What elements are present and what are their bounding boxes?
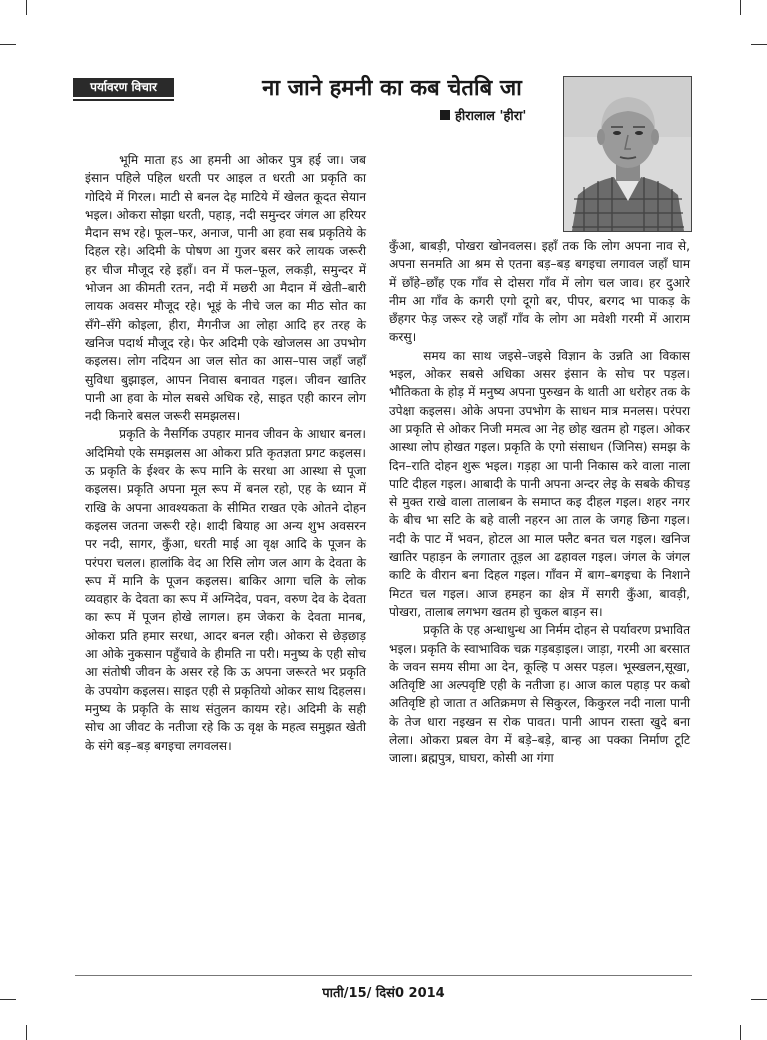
page-footer: पाती/15/ दिसं0 2014 bbox=[322, 986, 445, 1001]
crop-mark bbox=[740, 1025, 741, 1040]
paragraph: प्रकृति के नैसर्गिक उपहार मानव जीवन के आधार बनल। अदिमियो एके समझलस आ ओकरा प्रति कृतज्ञता प्रगट कइलस। ऊ प्रकृति के ईश्वर के रूप मानि के सरधा आ आस्था से पूजा कइलस। प्रकृति अपना मूल रूप में बनल रहो, एह के ध्यान में राखि के अपना आवश्यकता के सीमित राखत एके ओतने दोहन कइलस जतना जरूरी रहे। शादी बियाह आ अन्य शुभ अवसरन पर नदी, सागर, कुँआ, धरती माई आ वृक्ष आदि के पूजन के परंपरा चलल। हालांकि वेद आ रिसि लोग जल आग के देवता के रूप में मानि के पूजन कइलस। बाकिर आगा चलि के लोक व्यवहार के देवता का रूप में अग्निदेव, पवन, वरुण देव के देवता का रूप में पूजन होखे लागल। हम जेकरा के देवता मानब, ओकरा प्रति हमार सरधा, आदर बनल रही। ओकरा से छेड़छाड़ आ ओके नुकसान पहुँचावे के हीमति ना परी। मनुष्य के एही सोच आ संतोषी जीवन के असर रहे कि ऊ अपना जरूरते भर प्रकृति के उपयोग कइलस। साइत एही से प्रकृतियो ओकर साथ दिहलस। मनुष्य के प्रकृति के साथ संतुलन कायम रहे। अदिमी के सही सोच आ जीवट के नतीजा रहे कि ऊ वृक्ष के महत्व समुझत खेती के संगे बड़–बड़ बगइचा लगवलस। bbox=[85, 427, 366, 753]
bullet-square-icon bbox=[440, 110, 450, 120]
crop-mark bbox=[26, 0, 27, 15]
section-tag-underline bbox=[73, 99, 174, 101]
footer-divider bbox=[75, 975, 692, 976]
article-column-left bbox=[85, 151, 366, 755]
article-headline: ना जाने हमनी का कब चेतबि जा bbox=[262, 76, 522, 101]
crop-mark bbox=[740, 0, 741, 15]
article-column-right bbox=[389, 237, 690, 768]
author-byline bbox=[440, 106, 526, 124]
crop-mark bbox=[0, 44, 16, 45]
crop-mark bbox=[26, 1025, 27, 1040]
portrait-illustration bbox=[564, 77, 691, 231]
paragraph: कुँआ, बाबड़ी, पोखरा खोनवलस। इहाँ तक कि लोग अपना नाव से, अपना सनमति आ श्रम से एतना बड़–बड़ बगइचा लगावल जहाँ घाम में छाँहे–छाँह एक गाँव से दोसरा गाँव में लोग चल जाव। हर दुआरे नीम आ गाँव के कगरी एगो दूगो बर, पीपर, बरगद भा पाकड़ के छँहगर फेड़ जरूर रहे जहाँ गाँव के लोग आ मवेशी गरमी में आराम करसु। bbox=[389, 239, 690, 345]
paragraph: प्रकृति के एह अन्धाधुन्ध आ निर्मम दोहन से पर्यावरण प्रभावित भइल। प्रकृति के स्वाभाविक चक्र गड़बड़ाइल। जाड़ा, गरमी आ बरसात के जवन समय सीमा आ देन, कूल्हि प असर पड़ल। भूस्खलन,सूखा, अतिवृष्टि आ अल्पवृष्टि एही के नतीजा ह। आज काल पहाड़ पर कबो अतिवृष्टि हो जाता त अतिक्रमण से सिकुरल, किकुरल नदी नाला पानी के तेज धारा नइखन स रोक पावत। पानी आपन रास्ता खुदे बना लेला। ओकरा प्रबल वेग में बड़े–बड़े, बान्ह आ पक्का निर्माण टूटि जाला। ब्रह्मपुत्र, घाघरा, कोसी आ गंगा bbox=[389, 623, 691, 766]
author-name: हीरालाल 'हीरा' bbox=[455, 109, 527, 124]
section-tag: पर्यावरण विचार bbox=[73, 78, 174, 97]
paragraph: समय का साथ जइसे–जइसे विज्ञान के उन्नति आ विकास भइल, ओकर सबसे अधिका असर इंसान के सोच पर पड़ल। भौतिकता के होड़ में मनुष्य अपना पुरुखन के थाती आ धरोहर तक के उपेक्षा कइलस। ओके अपना उपभोग के साधन मात्र मनलस। परंपरा आ प्रकृति से ओकर निजी ममत्व आ नेह छोह खतम हो गइल। ओकर आस्था लोप होखत गइल। प्रकृति के एगो संसाधन (जिनिस) समझ के दिन–राति दोहन शुरू भइल। गड़हा आ पानी निकास करे वाला नाला पाटि दीहल गइल। आबादी के पानी अपना अन्दर लेइ के सबके कीचड़ से मुक्त राखे वाला तालाबन के समाप्त कइ दीहल गइल। शहर नगर के बीच भा सटि के बहे वाली नहरन आ ताल के जगह छिना गइल। नदी के पाट में भवन, होटल आ माल फ्लैट बनत चल गइल। खनिज खातिर पहाड़न के लगातार तूड़ल आ ढहावल गइल। जंगल के जंगल काटि के वीरान बना दिहल गइल। गाँवन में बाग–बगइचा के निशाने मिटत चल गइल। आज हमहन का क्षेत्र में सगरी कुँआ, बावड़ी, पोखरा, तालाब लगभग खतम हो चुकल बाड़न स। bbox=[389, 348, 690, 619]
paragraph: भूमि माता हऽ आ हमनी आ ओकर पुत्र हई जा। जब इंसान पहिले पहिल धरती पर आइल त धरती आ प्रकृति का गोदिये में गिरल। माटी से बनल देह माटिये में खेलत कूदत सेयान भइल। ओकरा सोझा धरती, पहाड़, नदी समुन्दर जंगल आ हरियर मैदान सभ रहे। फूल–फर, अनाज, पानी आ हवा सब प्रकृतिये के दिहल रहे। अदिमी के पोषण आ गुजर बसर करे लायक जरूरी हर चीज मौजूद रहे इहाँ। वन में फल–फूल, लकड़ी, समुन्दर में भोजन आ कीमती रतन, नदी में मछरी आ मैदान में खेती–बारी लायक अवसर मौजूद रहे। भूइं के नीचे जल का मीठ सोत का सँगे–सँगे कोइला, हीरा, मैगनीज आ लोहा आदि हर तरह के खनिज पदार्थ मौजूद रहे। फेर अदिमी एके खोजलस आ उपभोग कइलस। लोग नदियन आ जल सोत का आस–पास जहाँ जहाँ सुविधा बुझाइल, आपन निवास बनावत गइल। जीवन खातिर पानी आ हवा के मोल सबसे अधिक रहे, साइत एही कारन लोग नदी किनारे बसल जरूरी समझलस। bbox=[85, 153, 366, 424]
author-portrait-photo bbox=[563, 76, 692, 232]
crop-mark bbox=[751, 44, 767, 45]
